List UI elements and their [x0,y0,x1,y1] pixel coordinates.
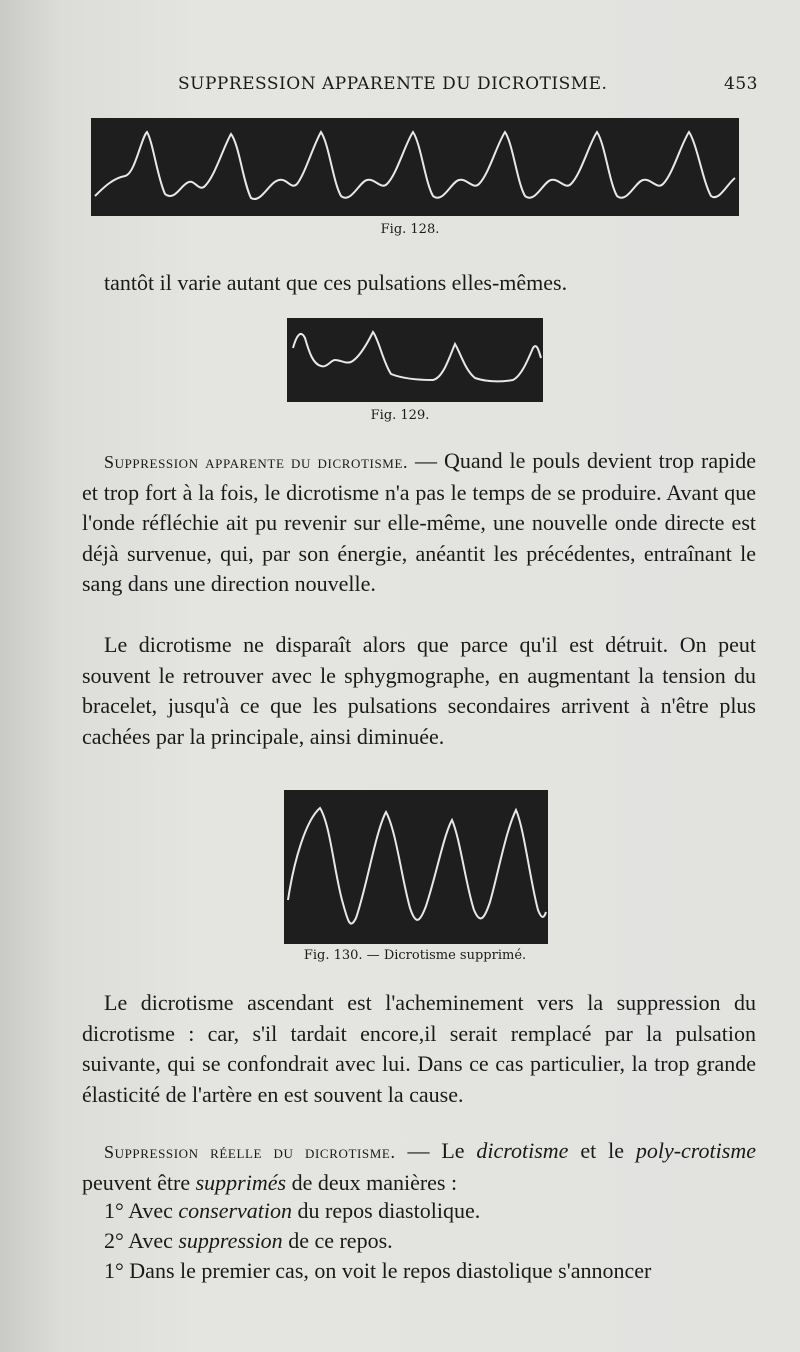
figure-129-trace [287,318,543,402]
figure-128-trace [91,118,739,216]
figure-130-caption: Fig. 130. — Dicrotisme supprimé. [303,948,527,963]
figure-128-caption: Fig. 128. [380,222,440,237]
paragraph-3: Le dicrotisme ascendant est l'acheminement vers la suppression du dicrotisme : car, s'il tardait encore,il serait remplacé par la pulsation suivante, qui se confondrait avec lui. Dans ce cas particulier, la trop grande élasticité de l'artère en est souvent la cause. [82,990,756,1107]
term-dicrotisme: dicrotisme [476,1138,569,1163]
list-item-1: 1° Avec conservation du repos diastolique. [104,1198,481,1223]
section1-heading: Suppression apparente du dicrotisme. [104,452,409,472]
page-number: 453 [724,74,758,94]
figure-129-caption: Fig. 129. [370,408,430,423]
term-polycrotisme: poly-crotisme [635,1138,756,1163]
text-last-line: 1° Dans le premier cas, on voit le repos diastolique s'annoncer [104,1258,652,1283]
pulse-trace-130 [284,790,548,944]
text-line-top: tantôt il varie autant que ces pulsations elles-mêmes. [104,270,568,295]
figure-130-trace [284,790,548,944]
section1-text: — Quand le pouls devient trop rapide et trop fort à la fois, le dicrotisme n'a pas le temps de se produire. Avant que l'onde réfléchie ait pu revenir sur elle-même, une nouvelle onde directe est déjà survenue, qui, par son énergie, anéantit les précédentes, entraînant le sang dans une direction nouvelle. [82,448,756,596]
section1-paragraph [82,446,756,600]
pulse-trace-128 [91,118,739,216]
section2-heading: Suppression réelle du dicrotisme. [104,1142,396,1162]
section2-paragraph: Suppression réelle du dicrotisme. — Le dicrotisme et le poly-crotisme peuvent être supprimés de deux manières : [82,1138,756,1195]
paragraph-2: Le dicrotisme ne disparaît alors que parce qu'il est détruit. On peut souvent le retrouver avec le sphygmographe, en augmentant la tension du bracelet, jusqu'à ce que les pulsations secondaires arrivent à n'être plus cachées par la principale, ainsi diminuée. [82,632,756,749]
running-head-title: SUPPRESSION APPARENTE DU DICROTISME. [178,74,608,94]
term-supprimes: supprimés [195,1169,287,1195]
pulse-trace-129 [287,318,543,402]
list-item-2: 2° Avec suppression de ce repos. [104,1228,393,1253]
